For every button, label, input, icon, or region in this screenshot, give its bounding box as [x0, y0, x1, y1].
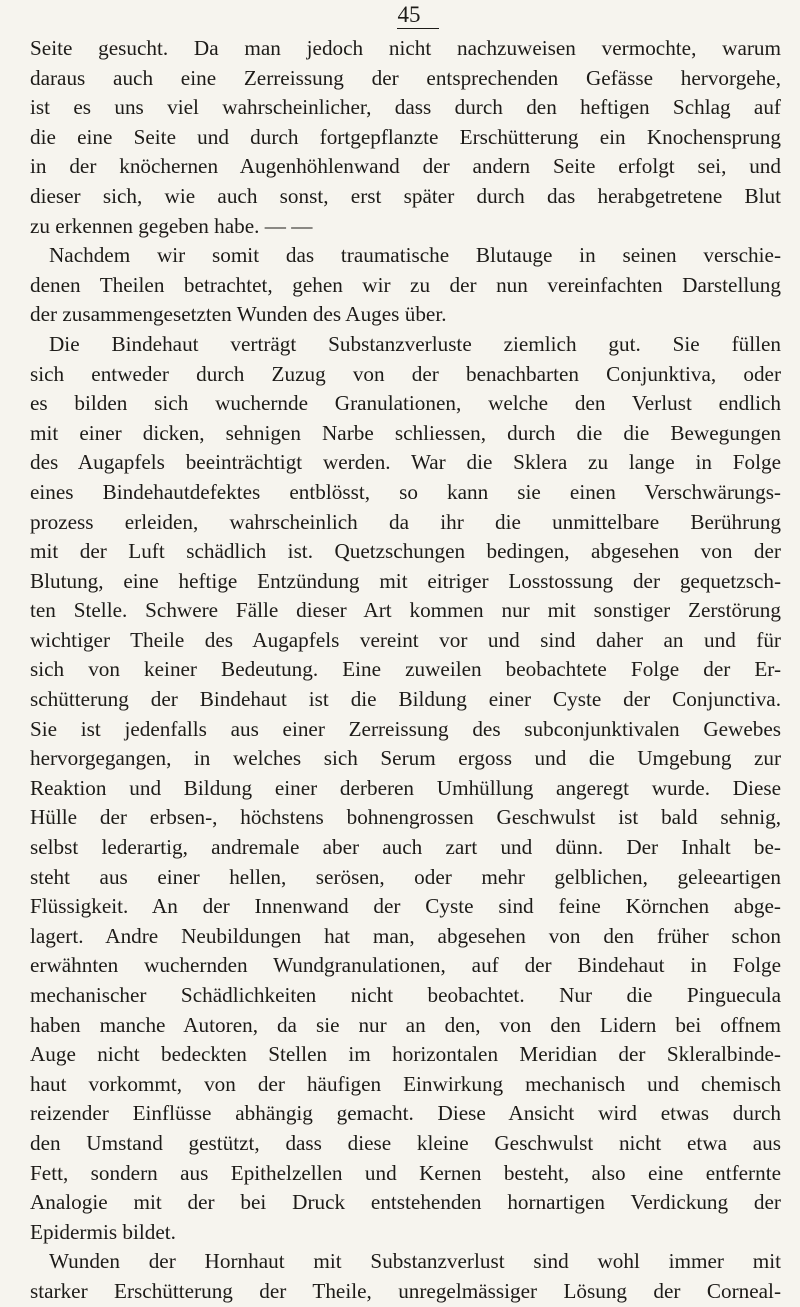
text-line: daraus auch eine Zerreissung der entsprechenden Gefässe hervorgehe, — [30, 65, 781, 90]
text-line: ist es uns viel wahrscheinlicher, dass durch den heftigen Schlag auf — [30, 95, 781, 120]
text-line: Hülle der erbsen-, höchstens bohnengrossen Geschwulst ist bald sehnig, — [30, 805, 781, 830]
text-line: wichtiger Theile des Augapfels vereint vor und sind daher an und für — [30, 627, 781, 652]
text-line: ten Stelle. Schwere Fälle dieser Art kommen nur mit sonstiger Zerstörung — [30, 598, 781, 623]
text-line: Seite gesucht. Da man jedoch nicht nachzuweisen vermochte, warum — [30, 36, 781, 60]
text-line: mit einer dicken, sehnigen Narbe schliessen, durch die die Bewegungen — [30, 420, 781, 445]
text-line: denen Theilen betrachtet, gehen wir zu der nun vereinfachten Darstellung — [30, 272, 781, 297]
text-line: reizender Einflüsse abhängig gemacht. Diese Ansicht wird etwas durch — [30, 1101, 781, 1126]
text-line: Auge nicht bedeckten Stellen im horizontalen Meridian der Skleralbinde- — [30, 1042, 781, 1067]
text-line: steht aus einer hellen, serösen, oder mehr gelblichen, geleeartigen — [30, 864, 781, 889]
text-line: hervorgegangen, in welches sich Serum ergoss und die Umgebung zur — [30, 746, 781, 771]
text-line: selbst lederartig, andremale aber auch zart und dünn. Der Inhalt be- — [30, 835, 781, 860]
text-line: prozess erleiden, wahrscheinlich da ihr die unmittelbare Berührung — [30, 509, 781, 534]
text-line: Nachdem wir somit das traumatische Blutauge in seinen verschie- — [49, 243, 781, 268]
page-number: 45 — [0, 2, 800, 29]
text-line: starker Erschütterung der Theile, unregelmässiger Lösung der Corneal- — [30, 1278, 781, 1303]
text-line: Epidermis bildet. — [30, 1219, 176, 1244]
body-text — [30, 34, 781, 1307]
text-line: den Umstand gestützt, dass diese kleine Geschwulst nicht etwa aus — [30, 1130, 781, 1155]
text-line: haut vorkommt, von der häufigen Einwirkung mechanisch und chemisch — [30, 1071, 781, 1096]
text-line: Die Bindehaut verträgt Substanzverluste ziemlich gut. Sie füllen — [49, 331, 781, 356]
text-line: Fett, sondern aus Epithelzellen und Kernen besteht, also eine entfernte — [30, 1160, 781, 1185]
text-line: eines Bindehautdefektes entblösst, so kann sie einen Verschwärungs- — [30, 479, 781, 504]
text-line: erwähnten wuchernden Wundgranulationen, auf der Bindehaut in Folge — [30, 953, 781, 978]
text-line: Flüssigkeit. An der Innenwand der Cyste sind feine Körnchen abge- — [30, 894, 781, 919]
text-line: mit der Luft schädlich ist. Quetzschungen bedingen, abgesehen von der — [30, 539, 781, 564]
text-line: Blutung, eine heftige Entzündung mit eitriger Losstossung der gequetzsch- — [30, 568, 781, 593]
text-line: sich entweder durch Zuzug von der benachbarten Conjunktiva, oder — [30, 361, 781, 386]
text-line: der zusammengesetzten Wunden des Auges über. — [30, 302, 447, 327]
text-line: zu erkennen gegeben habe. — — — [30, 213, 313, 238]
text-line: Analogie mit der bei Druck entstehenden hornartigen Verdickung der — [30, 1190, 781, 1215]
text-line: des Augapfels beeinträchtigt werden. War die Sklera zu lange in Folge — [30, 450, 781, 475]
text-line: Reaktion und Bildung einer derberen Umhüllung angeregt wurde. Diese — [30, 775, 781, 800]
text-line: mechanischer Schädlichkeiten nicht beobachtet. Nur die Pinguecula — [30, 983, 781, 1007]
text-line: die eine Seite und durch fortgepflanzte Erschütterung ein Knochensprung — [30, 124, 781, 149]
text-line: Sie ist jedenfalls aus einer Zerreissung des subconjunktivalen Gewebes — [30, 716, 781, 741]
text-line: es bilden sich wuchernde Granulationen, welche den Verlust endlich — [30, 391, 781, 416]
text-line: in der knöchernen Augenhöhlenwand der andern Seite erfolgt sei, und — [30, 154, 781, 179]
text-line: dieser sich, wie auch sonst, erst später durch das herabgetretene Blut — [30, 183, 781, 208]
text-line: lagert. Andre Neubildungen hat man, abgesehen von den früher schon — [30, 923, 781, 948]
text-line: Wunden der Hornhaut mit Substanzverlust sind wohl immer mit — [49, 1249, 781, 1274]
text-line: haben manche Autoren, da sie nur an den, von den Lidern bei offnem — [30, 1012, 781, 1037]
text-line: sich von keiner Bedeutung. Eine zuweilen beobachtete Folge der Er- — [30, 657, 781, 682]
text-line: schütterung der Bindehaut ist die Bildung einer Cyste der Conjunctiva. — [30, 687, 781, 712]
